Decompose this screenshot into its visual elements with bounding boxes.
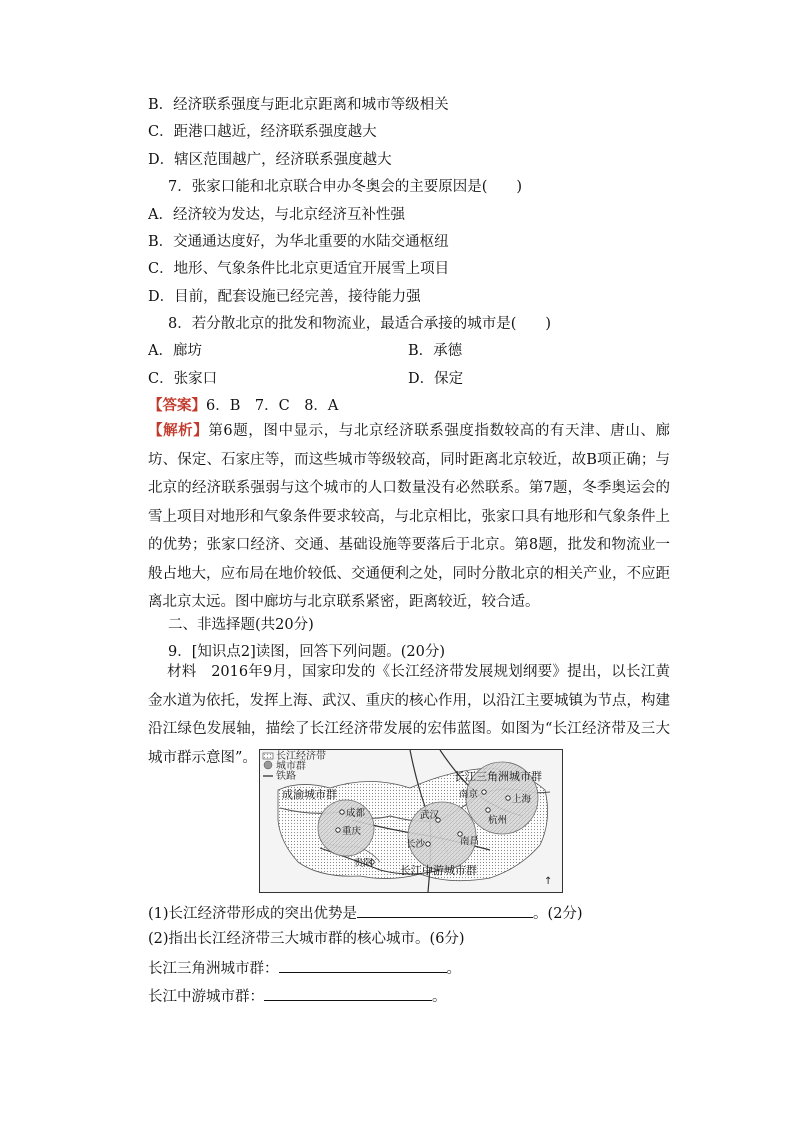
q9-sub1-text: (1)长江经济带形成的突出优势是 (148, 906, 358, 922)
yangtze-economic-belt-map (259, 749, 563, 893)
city-guiyang: 贵阳 (354, 858, 374, 869)
q9-sub1-points: 。(2分) (533, 906, 583, 922)
answer-line (148, 396, 338, 416)
group-yangtze-middle: 长江中游城市群 (400, 864, 477, 877)
legend-cluster: 城市群 (276, 761, 306, 772)
city-nanchang: 南昌 (460, 836, 480, 847)
city-nanjing: 南京 (459, 789, 479, 800)
q8-option-c: C．张家口 (148, 371, 218, 387)
q9-yrd-end: 。 (446, 961, 461, 977)
q7-option-c: C．地形、气象条件比北京更适宜开展雪上项目 (148, 261, 450, 277)
city-hangzhou: 杭州 (488, 815, 508, 826)
legend-belt: 长江经济带 (276, 751, 326, 762)
city-changsha: 长沙 (406, 839, 426, 850)
q6-option-b: B．经济联系强度与距北京距离和城市等级相关 (148, 97, 449, 113)
q7-option-a: A．经济较为发达，与北京经济互补性强 (148, 207, 405, 223)
q9-sub2: (2)指出长江经济带三大城市群的核心城市。(6分) (148, 931, 465, 947)
q8-stem: 8．若分散北京的批发和物流业，最适合承接的城市是( ) (168, 316, 552, 332)
q7-option-d: D．目前，配套设施已经完善，接待能力强 (148, 289, 421, 305)
q9-yrd-row (148, 956, 461, 979)
q9-material: 材料 2016年9月，国家印发的《长江经济带发展规划纲要》提出，以长江黄金水道为依托，发挥上海、武汉、重庆的核心作用，以沿江主要城镇为节点，构建沿江绿色发展轴，描绘了长江经济带发展的宏伟蓝图。如图为“长江经济带及三大城市群示意图”。 (148, 664, 670, 766)
q6-option-d: D．辖区范围越广，经济联系强度越大 (148, 152, 392, 168)
q9-yrd-label: 长江三角洲城市群： (148, 961, 279, 977)
q8-option-d: D．保定 (408, 371, 464, 387)
city-chengdu: 成都 (346, 808, 366, 819)
q9-sub1 (148, 901, 583, 924)
map-svg (260, 750, 562, 892)
q9-mid-label: 长江中游城市群： (148, 989, 264, 1005)
answer-tag: 【答案】 (148, 397, 206, 414)
group-yangtze-delta: 长江三角洲城市群 (454, 770, 542, 783)
q7-stem: 7．张家口能和北京联合申办冬奥会的主要原因是( ) (168, 179, 523, 195)
north-arrow-icon: ↑ (544, 876, 553, 887)
group-chengyu: 成渝城市群 (282, 788, 337, 801)
q9-stem: 9．[知识点2]读图，回答下列问题。(20分) (168, 644, 446, 660)
q9-mid-answer-blank[interactable] (264, 984, 432, 1001)
analysis-paragraph (148, 417, 670, 617)
q7-option-b: B．交通通达度好，为华北重要的水陆交通枢纽 (148, 234, 449, 250)
city-shanghai: 上海 (512, 794, 532, 805)
q9-mid-end: 。 (432, 989, 447, 1005)
city-chongqing: 重庆 (342, 826, 362, 837)
analysis-tag: 【解析】 (148, 422, 209, 439)
q8-option-b: B．承德 (408, 343, 463, 359)
q9-yrd-answer-blank[interactable] (279, 956, 447, 973)
city-wuhan: 武汉 (420, 810, 440, 821)
legend-railway: 铁路 (276, 771, 296, 782)
q9-sub1-answer-blank[interactable] (357, 901, 533, 918)
answer-text: 6．B 7．C 8．A (206, 398, 339, 414)
section-title: 二、非选择题(共20分) (168, 617, 314, 633)
q6-option-c: C．距港口越近，经济联系强度越大 (148, 124, 377, 140)
q9-mid-row (148, 984, 447, 1007)
analysis-text: 第6题，图中显示，与北京经济联系强度指数较高的有天津、唐山、廊坊、保定、石家庄等，而这些城市等级较高，同时距离北京较近，故B项正确；与北京的经济联系强弱与这个城市的人口数量没有必然联系。第7题，冬季奥运会的雪上项目对地形和气象条件要求较高，与北京相比，张家口具有地形和气象条件上的优势；张家口经济、交通、基础设施等要落后于北京。第8题，批发和物流业一般占地大，应布局在地价较低、交通便利之处，同时分散北京的相关产业，不应距离北京太远。图中廊坊与北京联系紧密，距离较近，较合适。 (148, 423, 670, 610)
q8-option-a: A．廊坊 (148, 343, 202, 359)
